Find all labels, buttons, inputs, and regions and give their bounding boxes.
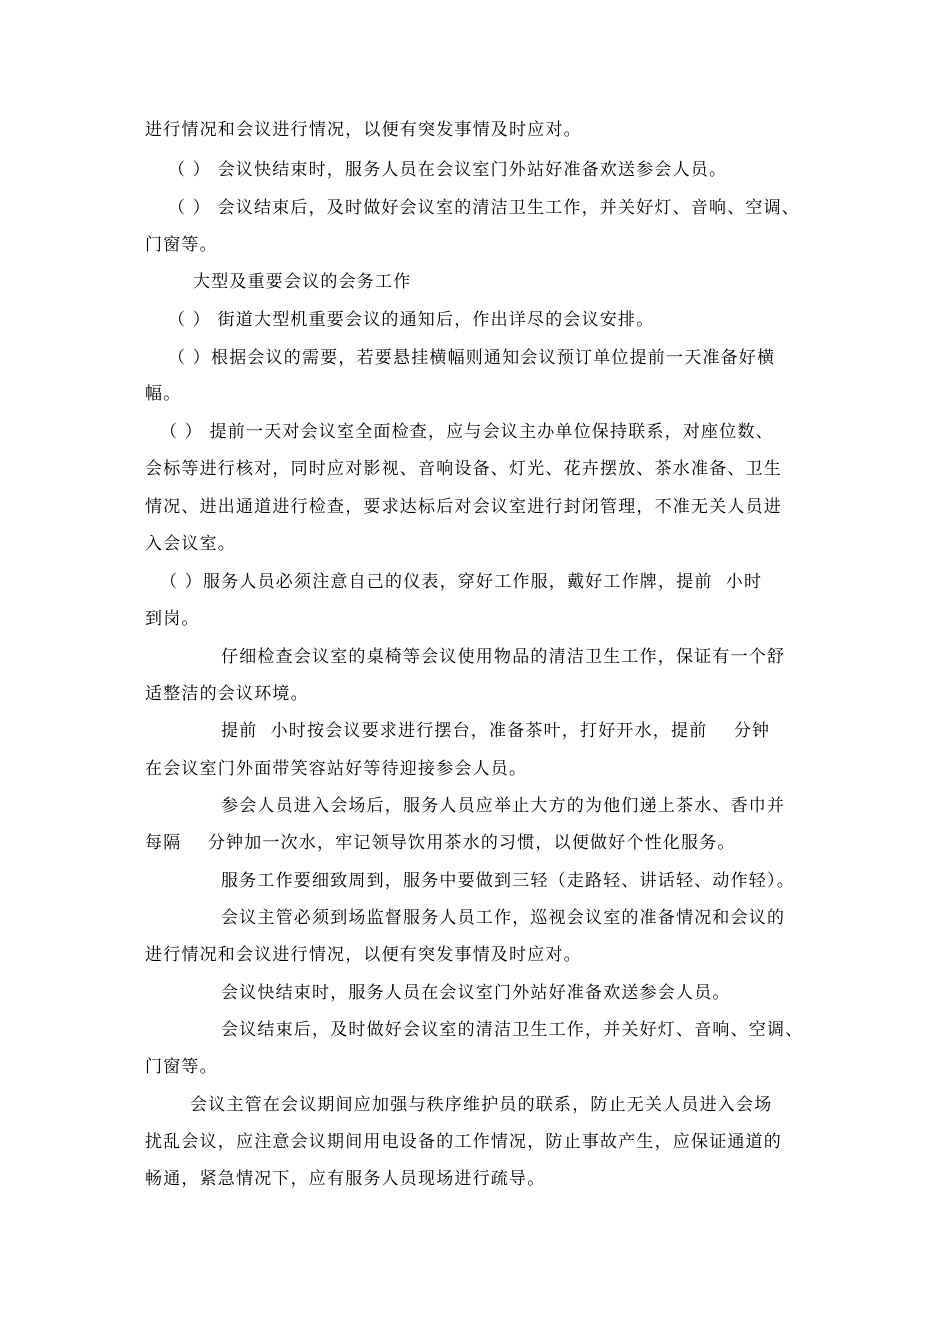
text-line: 在会议室门外面带笑容站好等待迎接参会人员。 [145,759,528,779]
text-line: 门窗等。 [145,1057,218,1077]
text-line: 情况、进出通道进行检查，要求达标后对会议室进行封闭管理，不准无关人员进 [145,497,782,517]
text-line: 仔细检查会议室的桌椅等会议使用物品的清洁卫生工作，保证有一个舒 [221,647,786,667]
text-line: 幅。 [145,384,182,404]
text-line: 会标等进行核对，同时应对影视、音响设备、灯光、花卉摆放、茶水准备、卫生 [145,459,782,479]
text-line: （ ） 街道大型机重要会议的通知后，作出详尽的会议安排。 [168,310,655,330]
text-line: 畅通，紧急情况下，应有服务人员现场进行疏导。 [145,1169,546,1189]
text-line: （ ） 提前一天对会议室全面检查，应与会议主办单位保持联系，对座位数、 [160,422,774,442]
section-heading: 大型及重要会议的会务工作 [193,272,412,292]
text-line: 会议主管必须到场监督服务人员工作，巡视会议室的准备情况和会议的 [221,908,786,928]
text-line: 进行情况和会议进行情况，以便有突发事情及时应对。 [145,945,582,965]
text-line: 提前 小时按会议要求进行摆台，准备茶叶，打好开水，提前 分钟 [221,721,771,741]
text-line: 进行情况和会议进行情况，以便有突发事情及时应对。 [145,120,582,140]
text-line: 入会议室。 [145,534,236,554]
text-line: 服务工作要细致周到，服务中要做到三轻（走路轻、讲话轻、动作轻）。 [221,871,795,891]
text-line: （ ）根据会议的需要，若要悬挂横幅则通知会议预订单位提前一天准备好横 [168,348,776,368]
text-line: （ ）服务人员必须注意自己的仪表，穿好工作服，戴好工作牌，提前 小时 [160,572,763,592]
text-line: （ ） 会议快结束时，服务人员在会议室门外站好准备欢送参会人员。 [168,160,728,180]
text-line: 门窗等。 [145,235,218,255]
text-line: 会议主管在会议期间应加强与秩序维护员的联系，防止无关人员进入会场 [190,1095,773,1115]
text-line: 会议结束后，及时做好会议室的清洁卫生工作，并关好灯、音响、空调、 [221,1020,804,1040]
text-line: 会议快结束时，服务人员在会议室门外站好准备欢送参会人员。 [221,983,731,1003]
text-line: （ ） 会议结束后，及时做好会议室的清洁卫生工作，并关好灯、音响、空调、 [168,198,801,218]
text-line: 参会人员进入会场后，服务人员应举止大方的为他们递上茶水、香巾并 [221,796,786,816]
text-line: 每隔 分钟加一次水，牢记领导饮用茶水的习惯，以便做好个性化服务。 [145,833,736,853]
text-line: 扰乱会议，应注意会议期间用电设备的工作情况，防止事故产生，应保证通道的 [145,1132,782,1152]
text-line: 到岗。 [145,609,200,629]
text-line: 适整洁的会议环境。 [145,684,309,704]
